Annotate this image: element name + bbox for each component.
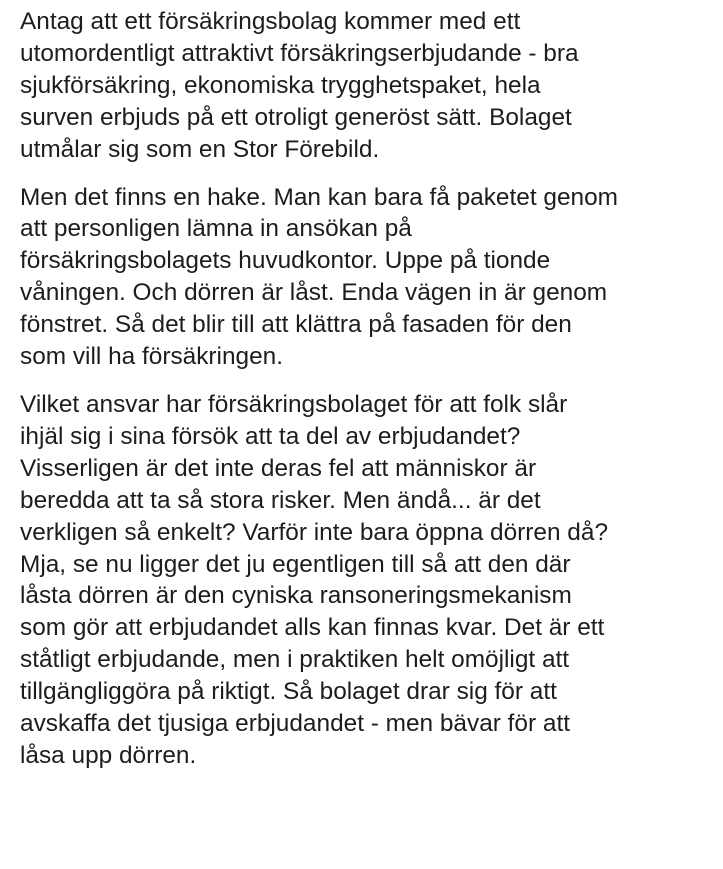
text-line: Antag att ett försäkringsbolag kommer med ett — [20, 8, 521, 35]
text-line: avskaffa det tjusiga erbjudandet - men bävar för att — [20, 710, 571, 738]
text-line: som vill ha försäkringen. — [20, 343, 283, 371]
paragraph-3 — [20, 389, 723, 772]
text-line: Vilket ansvar har försäkringsbolaget för att folk slår — [20, 390, 568, 418]
text-line: beredda att ta så stora risker. Men ändå... är det — [20, 486, 541, 514]
text-line: försäkringsbolagets huvudkontor. Uppe på tionde — [20, 247, 551, 275]
text-line: fönstret. Så det blir till att klättra på fasaden för den — [20, 311, 572, 339]
text-line: låsa upp dörren. — [20, 741, 197, 769]
text-line: Men det finns en hake. Man kan bara få paketet genom — [20, 183, 618, 211]
text-line: ihjäl sig i sina försök att ta del av erbjudandet? — [20, 422, 521, 450]
text-line: tillgängliggöra på riktigt. Så bolaget drar sig för att — [20, 678, 557, 706]
text-line: som gör att erbjudandet alls kan finnas kvar. Det är ett — [20, 614, 605, 642]
text-line: utmålar sig som en Stor Förebild. — [20, 135, 380, 163]
paragraph-2 — [20, 182, 723, 373]
text-line: sjukförsäkring, ekonomiska trygghetspaket, hela — [20, 71, 541, 99]
text-line: Visserligen är det inte deras fel att människor är — [20, 454, 537, 482]
text-line: att personligen lämna in ansökan på — [20, 215, 412, 243]
text-line: Mja, se nu ligger det ju egentligen till så att den där — [20, 550, 571, 578]
paragraph-1 — [20, 6, 723, 166]
text-line: ståtligt erbjudande, men i praktiken helt omöjligt att — [20, 646, 570, 674]
text-line: låsta dörren är den cyniska ransoneringsmekanism — [20, 582, 572, 610]
text-line: våningen. Och dörren är låst. Enda vägen in är genom — [20, 279, 608, 307]
text-line: utomordentligt attraktivt försäkringserbjudande - bra — [20, 39, 579, 67]
text-line: surven erbjuds på ett otroligt generöst sätt. Bolaget — [20, 103, 572, 131]
text-line: verkligen så enkelt? Varför inte bara öppna dörren då? — [20, 518, 609, 546]
post-body — [20, 6, 723, 788]
